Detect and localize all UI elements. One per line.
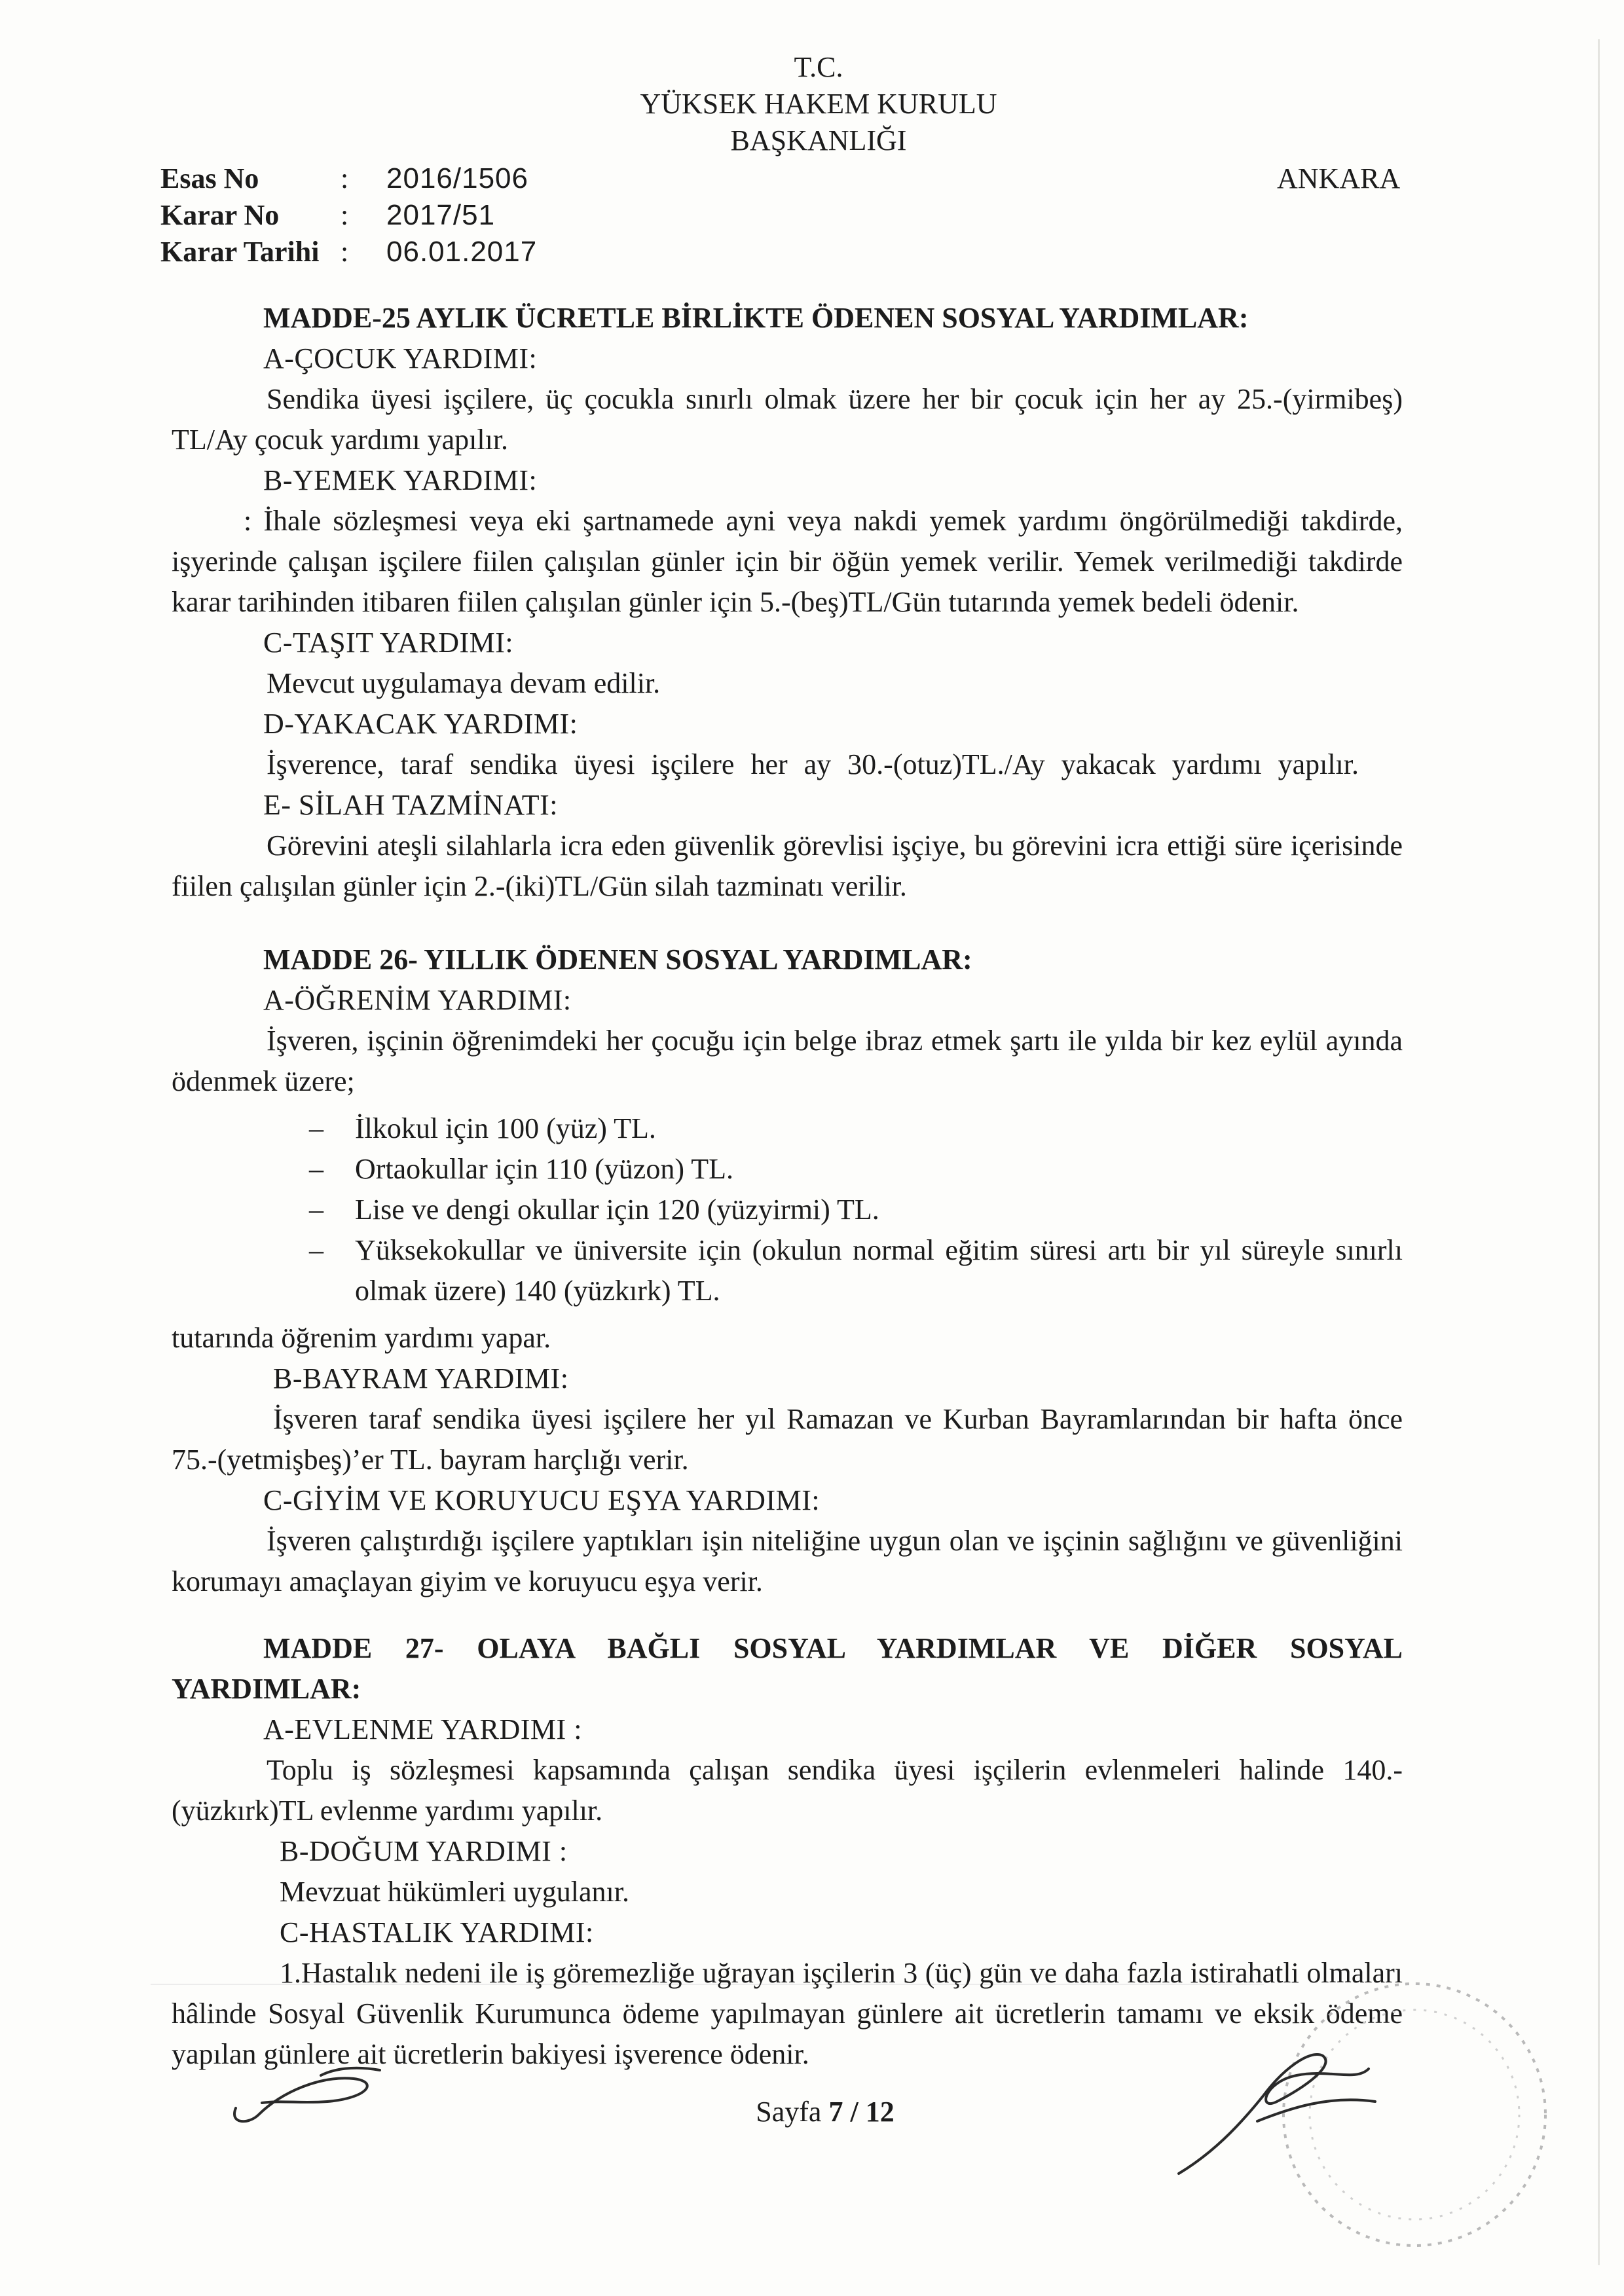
page-label: Sayfa xyxy=(756,2096,829,2128)
madde27-a-title: A-EVLENME YARDIMI : xyxy=(263,1713,582,1745)
madde26-c-title: C-GİYİM VE KORUYUCU EŞYA YARDIMI: xyxy=(263,1484,821,1516)
madde27-b-text: Mevzuat hükümleri uygulanır. xyxy=(280,1876,629,1908)
header-tc: T.C. xyxy=(794,51,843,83)
separator: : xyxy=(341,199,349,231)
header-institution: YÜKSEK HAKEM KURULU xyxy=(640,88,997,120)
case-info xyxy=(160,160,537,270)
list-item: – Lise ve dengi okullar için 120 (yüzyirmi) TL. xyxy=(309,1190,1403,1230)
karar-label: Karar No xyxy=(160,199,280,231)
tarih-row xyxy=(160,234,537,270)
madde26-a-title: A-ÖĞRENİM YARDIMI: xyxy=(263,984,572,1016)
esas-row xyxy=(160,160,537,197)
scan-edge xyxy=(1598,39,1600,2265)
madde25-e-text: Görevini ateşli silahlarla icra eden güvenlik görevlisi işçiye, bu görevini icra ettiği süre içerisinde fiilen çalışılan günler için 2.-(iki)TL/Gün silah tazminatı verilir. xyxy=(172,829,1403,902)
madde27-a-text: Toplu iş sözleşmesi kapsamında çalışan sendika üyesi işçilerin evlenmeleri halinde 140.-(yüzkırk)TL evlenme yardımı yapılır. xyxy=(172,1754,1403,1827)
tarih-value: 06.01.2017 xyxy=(386,236,538,268)
karar-value: 2017/51 xyxy=(386,199,496,231)
tarih-label: Karar Tarihi xyxy=(160,236,320,268)
madde25-b-title: B-YEMEK YARDIMI: xyxy=(263,464,538,496)
list-item: – Yüksekokullar ve üniversite için (okulun normal eğitim süresi artı bir yıl süreyle sınırlı olmak üzere) 140 (yüzkırk) TL. xyxy=(309,1230,1403,1311)
madde26-a-after: tutarında öğrenim yardımı yapar. xyxy=(172,1322,551,1354)
city: ANKARA xyxy=(1277,162,1401,194)
madde25-c-text: Mevcut uygulamaya devam edilir. xyxy=(267,667,661,699)
madde27-b-title: B-DOĞUM YARDIMI : xyxy=(280,1835,568,1867)
madde25-e-title: E- SİLAH TAZMİNATI: xyxy=(263,789,558,821)
list-item: – İlkokul için 100 (yüz) TL. xyxy=(309,1108,1403,1149)
education-amounts-list xyxy=(172,1108,1403,1311)
madde25-a-text: Sendika üyesi işçilere, üç çocukla sınırlı olmak üzere her bir çocuk için her ay 25.-(yirmibeş) TL/Ay çocuk yardımı yapılır. xyxy=(172,383,1403,456)
document-header xyxy=(0,49,1624,159)
page-number: 7 / 12 xyxy=(828,2096,895,2128)
madde25-title: MADDE-25 AYLIK ÜCRETLE BİRLİKTE ÖDENEN SOSYAL YARDIMLAR: xyxy=(263,302,1249,334)
esas-value: 2016/1506 xyxy=(386,162,528,194)
madde25-d-text: İşverence, taraf sendika üyesi işçilere her ay 30.-(otuz)TL./Ay yakacak yardımı yapılır. xyxy=(267,748,1359,780)
madde26-c-text: İşveren çalıştırdığı işçilere yaptıkları işin niteliğine uygun olan ve işçinin sağlığını ve güvenliğini korumayı amaçlayan giyim ve koruyucu eşya verir. xyxy=(172,1525,1403,1597)
esas-label: Esas No xyxy=(160,162,259,194)
madde25-d-title: D-YAKACAK YARDIMI: xyxy=(263,708,578,740)
madde27-title: MADDE 27- OLAYA BAĞLI SOSYAL YARDIMLAR VE DİĞER SOSYAL xyxy=(263,1632,1403,1664)
madde26-title: MADDE 26- YILLIK ÖDENEN SOSYAL YARDIMLAR: xyxy=(263,943,972,975)
madde25-b-text: : İhale sözleşmesi veya eki şartnamede ayni veya nakdi yemek yardımı öngörülmediği takdirde, işyerinde çalışan işçilere fiilen çalışılan günler için bir öğün yemek verilir. Yemek verilmediği takdirde karar tarihinden itibaren fiilen çalışılan günler için 5.-(beş)TL/Gün tutarında yemek bedeli ödenir. xyxy=(172,505,1403,618)
list-item: – Ortaokullar için 110 (yüzon) TL. xyxy=(309,1149,1403,1190)
document-body xyxy=(172,298,1403,2075)
madde26-a-text: İşveren, işçinin öğrenimdeki her çocuğu için belge ibraz etmek şartı ile yılda bir kez eylül ayında ödenmek üzere; xyxy=(172,1025,1403,1097)
separator: : xyxy=(341,162,349,194)
separator: : xyxy=(341,236,349,268)
madde27-c-title: C-HASTALIK YARDIMI: xyxy=(280,1916,594,1948)
madde27-title-cont: YARDIMLAR: xyxy=(172,1673,361,1705)
madde25-a-title: A-ÇOCUK YARDIMI: xyxy=(263,342,538,374)
madde27-c-text: 1.Hastalık nedeni ile iş göremezliğe uğrayan işçilerin 3 (üç) gün ve daha fazla istirahatli olmaları hâlinde Sosyal Güvenlik Kurumunca ödeme yapılmayan günlere ait ücretlerin tamamı ve eksik ödeme yapılan günlere ait ücretlerin bakiyesi işverence ödenir. xyxy=(172,1957,1403,2070)
madde26-b-title: B-BAYRAM YARDIMI: xyxy=(273,1362,569,1394)
madde25-c-title: C-TAŞIT YARDIMI: xyxy=(263,627,514,659)
karar-row xyxy=(160,197,537,234)
madde26-b-text: İşveren taraf sendika üyesi işçilere her yıl Ramazan ve Kurban Bayramlarından bir hafta önce 75.-(yetmişbeş)’er TL. bayram harçlığı verir. xyxy=(172,1403,1403,1476)
header-department: BAŞKANLIĞI xyxy=(730,124,907,156)
page-footer xyxy=(13,2095,1624,2128)
